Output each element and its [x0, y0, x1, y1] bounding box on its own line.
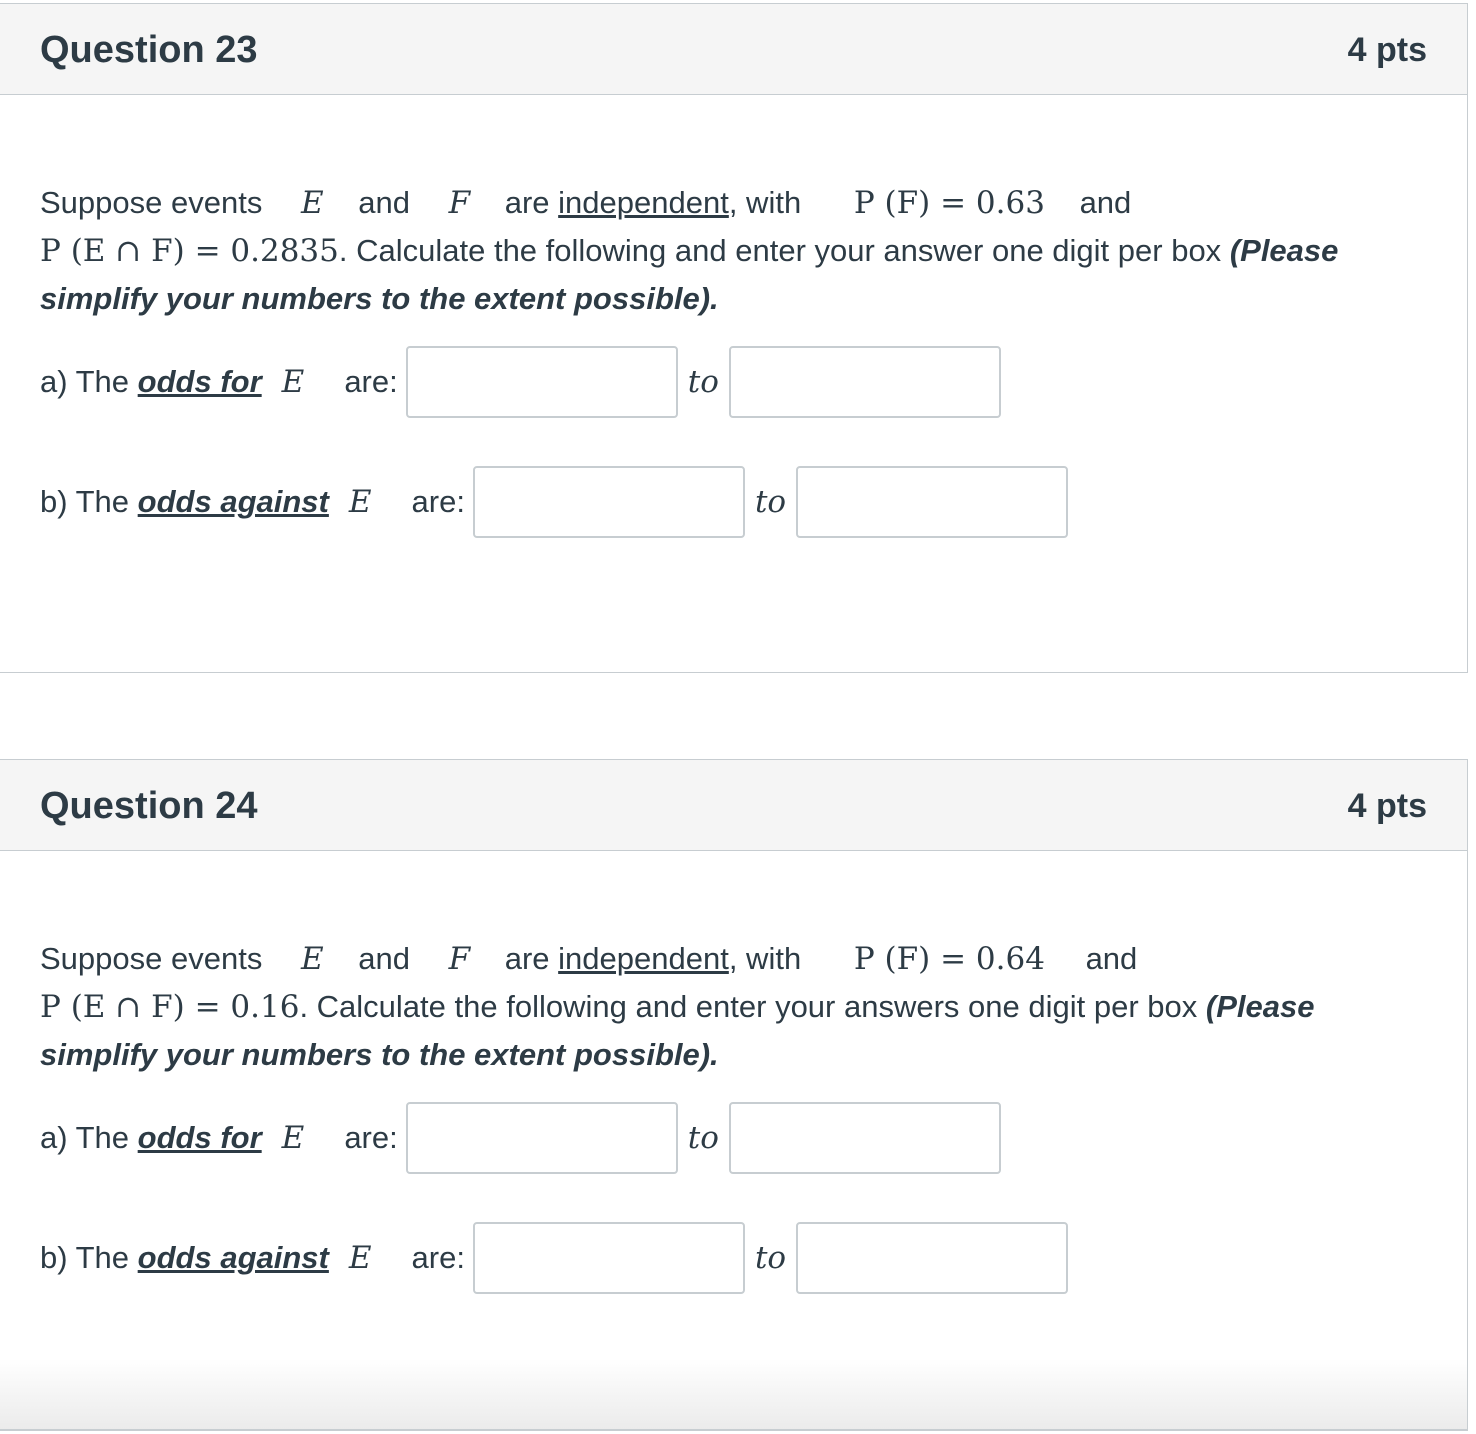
- with-text: , with: [728, 941, 802, 976]
- odds-for-prefix: a) The: [40, 364, 130, 399]
- odds-for-var: E: [281, 364, 305, 400]
- to-text: to: [754, 484, 787, 520]
- odds-for-link[interactable]: odds for: [137, 364, 262, 399]
- independent-link[interactable]: independent: [558, 185, 729, 220]
- odds-against-denominator-input[interactable]: [796, 1222, 1068, 1294]
- are-text: are: [504, 185, 550, 220]
- odds-for-numerator-input[interactable]: [406, 346, 678, 418]
- odds-for-suffix: are:: [344, 1120, 398, 1155]
- odds-against-numerator-input[interactable]: [473, 1222, 745, 1294]
- odds-for-denominator-input[interactable]: [729, 1102, 1001, 1174]
- odds-for-row: [40, 344, 1001, 420]
- pef-expression: P (E ∩ F) = 0.2835: [40, 233, 339, 269]
- event-f: F: [448, 941, 471, 977]
- event-f: F: [448, 185, 471, 221]
- are-text: are: [504, 941, 550, 976]
- odds-for-suffix: are:: [344, 364, 398, 399]
- odds-against-link[interactable]: odds against: [137, 1240, 329, 1275]
- question-title: Question 23: [40, 29, 258, 71]
- simplify-note: (Please simplify your numbers to the extent possible).: [40, 233, 1339, 316]
- question-header: [0, 4, 1467, 95]
- pef-expression: P (E ∩ F) = 0.16: [40, 989, 300, 1025]
- odds-against-var: E: [348, 484, 372, 520]
- instruction-text: . Calculate the following and enter your answers one digit per box: [299, 989, 1198, 1024]
- pf-expression: P (F) = 0.64: [853, 941, 1045, 977]
- and-text: and: [358, 185, 410, 220]
- question-title: Question 24: [40, 785, 258, 827]
- odds-for-prefix: a) The: [40, 1120, 130, 1155]
- question-header: [0, 760, 1467, 851]
- intro-text: Suppose events: [40, 185, 263, 220]
- odds-for-denominator-input[interactable]: [729, 346, 1001, 418]
- odds-against-suffix: are:: [411, 484, 465, 519]
- odds-for-numerator-input[interactable]: [406, 1102, 678, 1174]
- odds-for-row: [40, 1100, 1001, 1176]
- event-e: E: [300, 185, 324, 221]
- to-text: to: [687, 364, 719, 400]
- question-points: 4 pts: [1347, 31, 1427, 69]
- with-text: , with: [728, 185, 802, 220]
- simplify-note: (Please simplify your numbers to the extent possible).: [40, 989, 1315, 1072]
- and-text-2: and: [1079, 185, 1132, 220]
- independent-link[interactable]: independent: [558, 941, 729, 976]
- odds-against-link[interactable]: odds against: [137, 484, 329, 519]
- odds-for-link[interactable]: odds for: [137, 1120, 262, 1155]
- to-text: to: [754, 1240, 787, 1276]
- odds-against-prefix: b) The: [40, 1240, 130, 1275]
- event-e: E: [300, 941, 324, 977]
- odds-against-var: E: [348, 1240, 372, 1276]
- and-text: and: [358, 941, 410, 976]
- odds-against-row: [40, 1220, 1068, 1296]
- intro-text: Suppose events: [40, 941, 263, 976]
- odds-for-var: E: [281, 1120, 305, 1156]
- bottom-shadow: [0, 1359, 1467, 1429]
- odds-against-numerator-input[interactable]: [473, 466, 745, 538]
- odds-against-row: [40, 464, 1068, 540]
- question-text: [40, 935, 1380, 1079]
- odds-against-prefix: b) The: [40, 484, 130, 519]
- instruction-text: . Calculate the following and enter your answer one digit per box: [338, 233, 1222, 268]
- question-23-card: [0, 3, 1468, 673]
- question-24-card: [0, 759, 1468, 1431]
- to-text: to: [687, 1120, 719, 1156]
- question-text: [40, 179, 1380, 323]
- pf-expression: P (F) = 0.63: [853, 185, 1045, 221]
- question-points: 4 pts: [1347, 787, 1427, 825]
- odds-against-suffix: are:: [411, 1240, 465, 1275]
- and-text-2: and: [1085, 941, 1138, 976]
- odds-against-denominator-input[interactable]: [796, 466, 1068, 538]
